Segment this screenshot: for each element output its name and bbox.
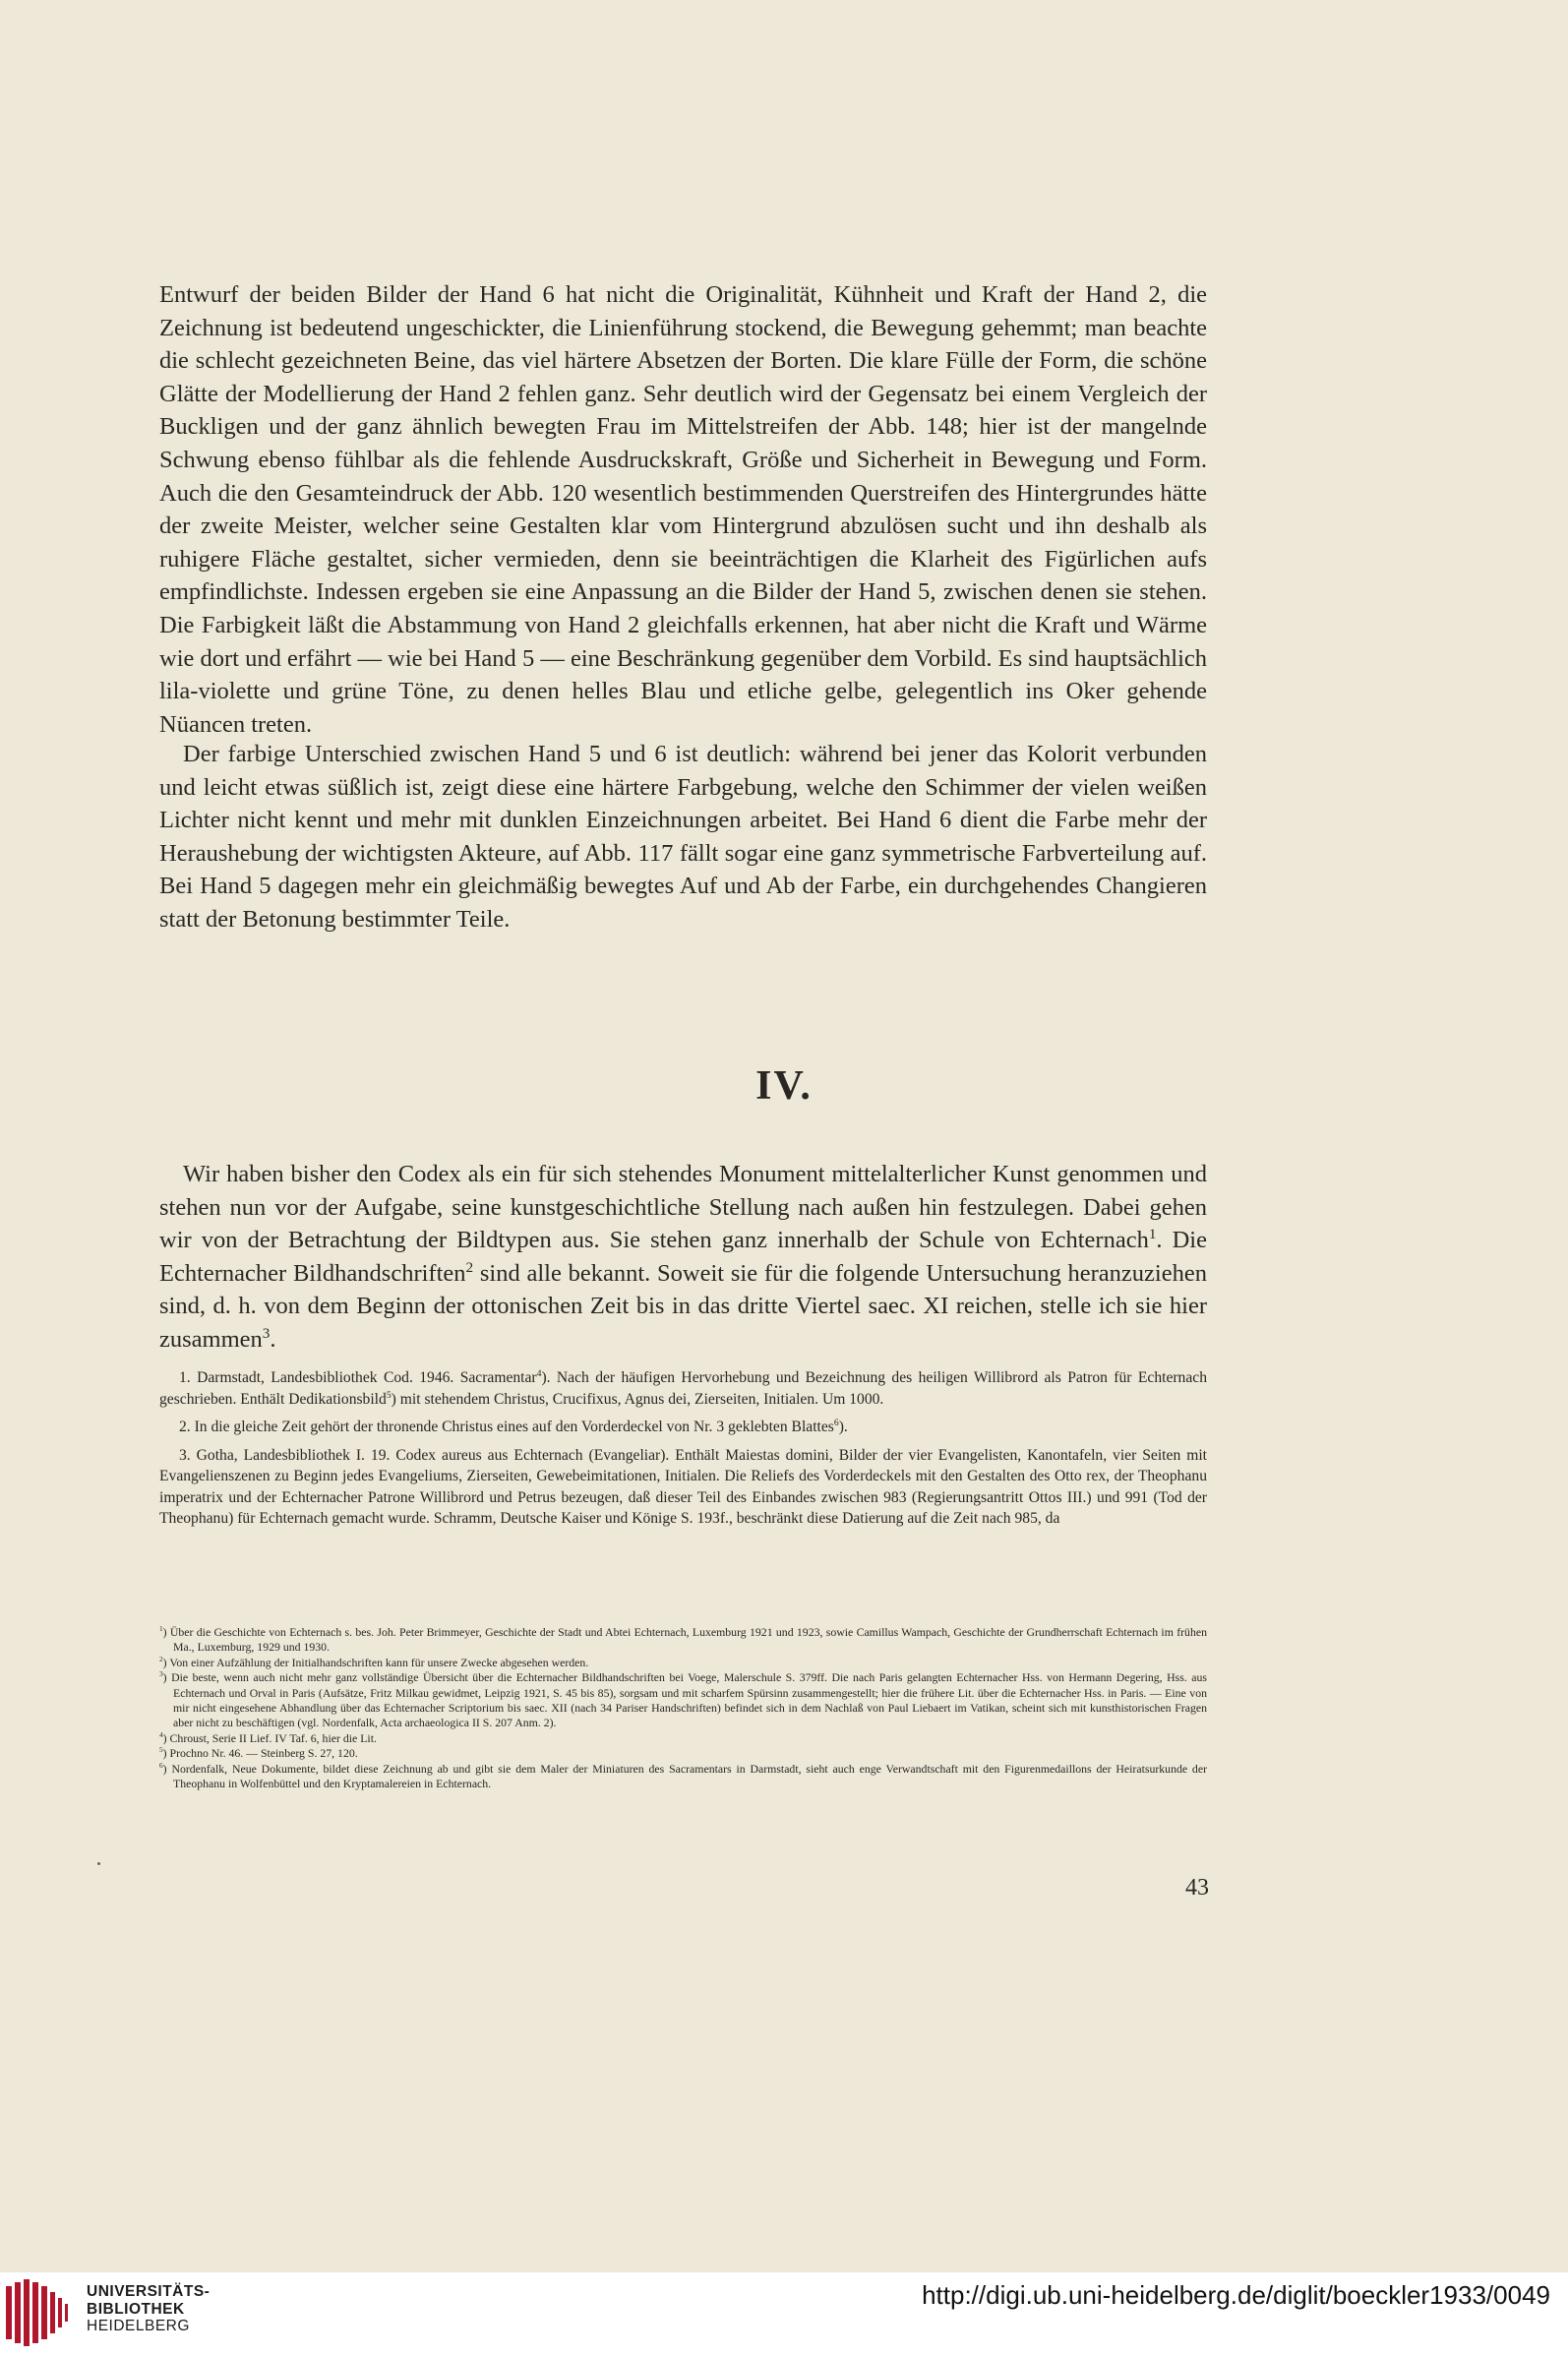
footnote: $^4$) Chroust, Serie II Lief. IV Taf. 6, hier die Lit. [159,1729,377,1745]
footnote: $^2$) Von einer Aufzählung der Initialhandschriften kann für unsere Zwecke abgesehen werden. [159,1654,589,1669]
university-library-logo-icon[interactable] [0,2278,79,2347]
manuscript-catalogue [159,1367,1207,1537]
body-paragraph-1: Entwurf der beiden Bilder der Hand 6 hat nicht die Originalität, Kühnheit und Kraft der Hand 2, die Zeichnung ist bedeutend ungeschickter, die Linienführung stockend, die Bewegung gehemmt; man beachte die schlecht gezeichneten Beine, das viel härtere Absetzen der Borten. Die klare Fülle der Form, die schöne Glätte der Modellierung der Hand 2 fehlen ganz. Sehr deutlich wird der Gegensatz bei einem Vergleich der Buckligen und der ganz ähnlich bewegten Frau im Mittelstreifen der Abb. 148; hier ist der mangelnde Schwung ebenso fühlbar als die fehlende Ausdruckskraft, Größe und Sicherheit in Bewegung und Form. Auch die den Gesamteindruck der Abb. 120 wesentlich bestimmenden Querstreifen des Hintergrundes hätte der zweite Meister, welcher seine Gestalten klar vom Hintergrund abzulösen sucht und ihn deshalb als ruhigere Fläche gestaltet, sicher vermieden, denn sie beeinträchtigen die Klarheit des Figürlichen aufs empfindlichste. Indessen ergeben sie eine Anpassung an die Bilder der Hand 5, zwischen denen sie stehen. Die Farbigkeit läßt die Abstammung von Hand 2 gleichfalls erkennen, hat aber nicht die Kraft und Wärme wie dort und erfährt — wie bei Hand 5 — eine Beschränkung gegenüber dem Vorbild. Es sind hauptsächlich lila-violette und grüne Töne, zu denen helles Blau und etliche gelbe, gelegentlich ins Oker gehende Nüancen treten. [159,281,1207,738]
footnotes [159,1625,1207,1791]
footnote: $^1$) Über die Geschichte von Echternach s. bes. Joh. Peter Brimmeyer, Geschichte der Stadt und Abtei Echternach, Luxemburg 1921 und 1923, sowie Camillus Wampach, Geschichte der Grundherrschaft Echternach im frühen Ma., Luxemburg, 1929 und 1930. [159,1624,1207,1655]
footnote-ref-6[interactable]: 6 [833,1417,839,1428]
catalogue-item-2: 2. In die gleiche Zeit gehört der thronende Christus eines auf den Vorderdeckel von Nr. 3 geklebten Blattes$^6$). [179,1417,848,1435]
body-paragraph-3: Wir haben bisher den Codex als ein für sich stehendes Monument mittelalterlicher Kunst genommen und stehen nun vor der Aufgabe, seine kunstgeschichtliche Stellung nach außen hin festzulegen. Dabei gehen wir von der Betrachtung der Bildtypen aus. Sie stehen ganz innerhalb der Schule von Echternach$^1$. Die Echternacher Bildhandschriften$^2$ sind alle bekannt. Soweit sie für die folgende Untersuchung heranzuziehen sind, d. h. von dem Beginn der ottonischen Zeit bis in das dritte Viertel saec. XI reichen, stelle ich sie hier zusammen$^3$. [159,1161,1207,1353]
print-mark [97,1862,100,1865]
catalogue-item-3: 3. Gotha, Landesbibliothek I. 19. Codex aureus aus Echternach (Evangeliar). Enthält Maiestas domini, Bilder der vier Evangelisten, Kanontafeln, vier Seiten mit Evangelienszenen zu Beginn jedes Evangeliums, Zierseiten, Gewebeimitationen, Initialen. Die Reliefs des Vorderdeckels mit den Gestalten des Otto rex, der Theophanu imperatrix und der Echternacher Patrone Willibrord und Petrus bezeugen, daß dieser Teil des Einbandes zwischen 983 (Regierungsantritt Ottos III.) und 991 (Tod der Theophanu) für Echternach gemacht wurde. Schramm, Deutsche Kaiser und Könige S. 193f., beschränkt diese Datierung auf die Zeit nach 985, da [159,1446,1207,1527]
footnote: $^6$) Nordenfalk, Neue Dokumente, bildet diese Zeichnung ab und gibt sie dem Maler der Miniaturen des Sacramentars in Darmstadt, sieht auch enge Verwandtschaft mit den Figurenmedaillons der Heiratsurkunde der Theophanu in Wolfenbüttel und den Kryptamalereien in Echternach. [159,1760,1207,1791]
footnote: $^5$) Prochno Nr. 46. — Steinberg S. 27, 120. [159,1745,358,1761]
footnote-ref-2[interactable]: 2 [465,1258,474,1276]
library-name: UNIVERSITÄTS- BIBLIOTHEK HEIDELBERG [87,2283,211,2334]
footnote-ref-1[interactable]: 1 [1148,1226,1157,1243]
source-url-link[interactable]: http://digi.ub.uni-heidelberg.de/diglit/boeckler1933/0049 [922,2280,1550,2310]
body-paragraph-2: Der farbige Unterschied zwischen Hand 5 und 6 ist deutlich: während bei jener das Kolorit verbunden und leicht etwas süßlich ist, zeigt diese eine härtere Farbgebung, welche den Schimmer der vielen weißen Lichter nicht kennt und mehr mit dunklen Einzeichnungen arbeitet. Bei Hand 6 dient die Farbe mehr der Heraushebung der wichtigsten Akteure, auf Abb. 117 fällt sogar eine ganz symmetrische Farbverteilung auf. Bei Hand 5 dagegen mehr ein gleichmäßig bewegtes Auf und Ab der Farbe, ein durchgehendes Changieren statt der Betonung bestimmter Teile. [159,741,1207,933]
footnote-ref-4[interactable]: 4 [536,1367,542,1379]
catalogue-item-1: 1. Darmstadt, Landesbibliothek Cod. 1946. Sacramentar$^4$). Nach der häufigen Hervorhebung und Bezeichnung des heiligen Willibrord als Patron für Echternach geschrieben. Enthält Dedikationsbild$^5$) mit stehendem Christus, Crucifixus, Agnus dei, Zierseiten, Initialen. Um 1000. [159,1367,1207,1408]
footnote: $^3$) Die beste, wenn auch nicht mehr ganz vollständige Übersicht über die Echternacher Bildhandschriften bei Voege, Malerschule S. 379ff. Die nach Paris gelangten Echternacher Hss. von Hermann Degering, Hss. aus Echternach und Orval in Paris (Aufsätze, Fritz Milkau gewidmet, Leipzig 1921, S. 45 bis 85), sorgsam und mit scharfem Spürsinn zusammengestellt; hier die frühere Lit. über die Echternacher Hss. in Paris. — Eine von mir nicht eingesehene Abhandlung über das Echternacher Scriptorium bis saec. XII (nach 34 Pariser Handschriften) befindet sich in dem Nachlaß von Paul Liebaert im Vatikan, scheint sich mit kunsthistorischen Fragen aber nicht zu beschäftigen (vgl. Nordenfalk, Acta archaeologica II S. 207 Anm. 2). [159,1669,1207,1730]
footnote-ref-3[interactable]: 3 [262,1324,271,1342]
section-heading: IV. [755,1063,813,1109]
page-number: 43 [1185,1875,1209,1901]
footnote-ref-5[interactable]: 5 [386,1389,392,1401]
